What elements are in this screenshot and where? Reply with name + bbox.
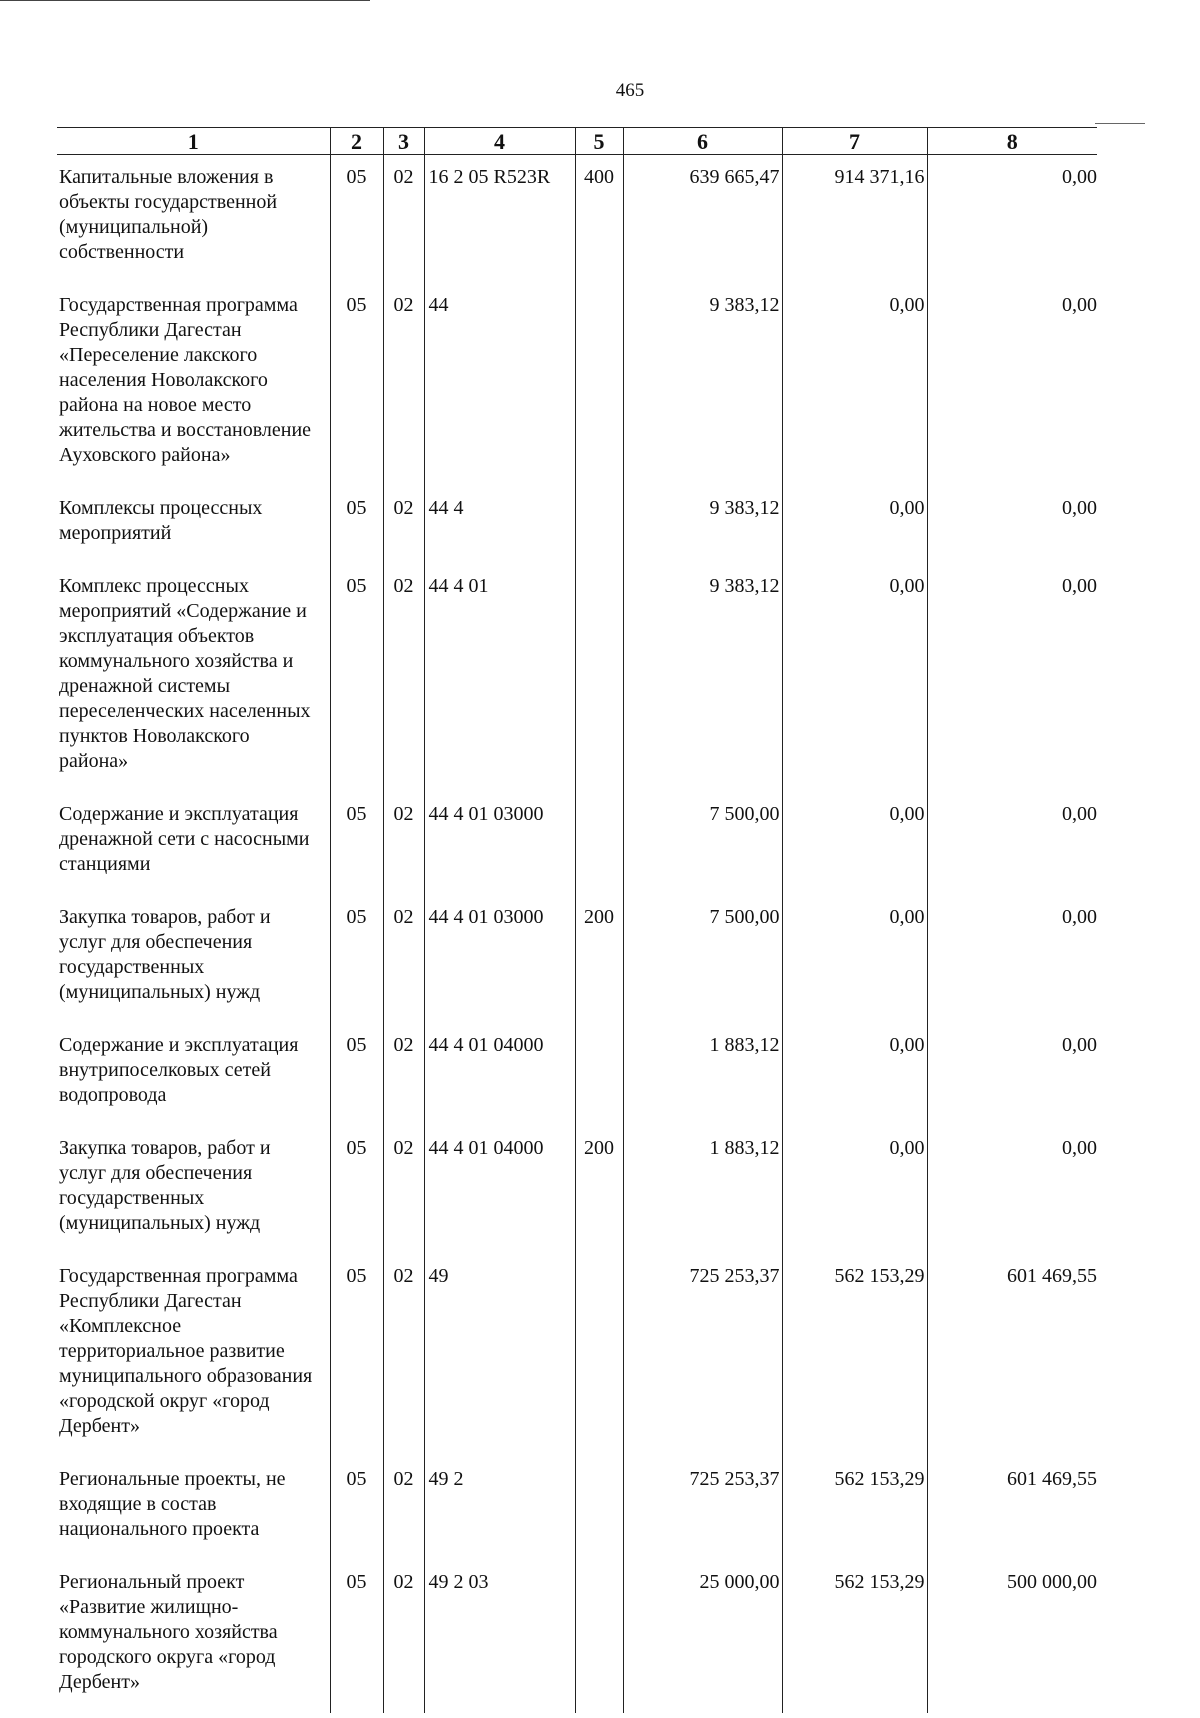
table-row bbox=[57, 1126, 1097, 1254]
subsection-code: 02 bbox=[383, 564, 424, 792]
amount-col-8: 0,00 bbox=[927, 895, 1097, 1023]
amount-col-7: 0,00 bbox=[782, 1126, 927, 1254]
target-article-code: 44 4 01 04000 bbox=[424, 1126, 575, 1254]
table-row bbox=[57, 155, 1097, 284]
amount-col-8: 0,00 bbox=[927, 792, 1097, 895]
column-header-6: 6 bbox=[623, 128, 782, 155]
column-header-4: 4 bbox=[424, 128, 575, 155]
table-row bbox=[57, 283, 1097, 486]
amount-col-7: 0,00 bbox=[782, 564, 927, 792]
amount-col-8: 0,00 bbox=[927, 1023, 1097, 1126]
column-header-7: 7 bbox=[782, 128, 927, 155]
target-article-code: 49 bbox=[424, 1254, 575, 1457]
amount-col-6: 7 500,00 bbox=[623, 792, 782, 895]
subsection-code: 02 bbox=[383, 155, 424, 284]
expense-type-code: 200 bbox=[575, 1126, 623, 1254]
section-code: 05 bbox=[330, 1023, 383, 1126]
expense-type-code bbox=[575, 792, 623, 895]
section-code: 05 bbox=[330, 486, 383, 564]
row-name: Закупка товаров, работ и услуг для обеспечения государственных (муниципальных) нужд bbox=[59, 1137, 271, 1234]
header-rule-extension bbox=[1095, 123, 1145, 124]
row-name: Государственная программа Республики Дагестан «Переселение лакского населения Новолакского района на новое место жительства и восстановление Ауховского района» bbox=[59, 294, 312, 466]
row-name: Комплексы процессных мероприятий bbox=[59, 497, 263, 544]
table-row bbox=[57, 564, 1097, 792]
target-article-code: 49 2 bbox=[424, 1457, 575, 1560]
section-code: 05 bbox=[330, 283, 383, 486]
amount-col-8: 601 469,55 bbox=[927, 1254, 1097, 1457]
target-article-code: 16 2 05 R523R bbox=[424, 155, 575, 284]
amount-col-6: 639 665,47 bbox=[623, 155, 782, 284]
target-article-code: 44 4 01 03000 bbox=[424, 895, 575, 1023]
amount-col-8: 0,00 bbox=[927, 155, 1097, 284]
column-header-2: 2 bbox=[330, 128, 383, 155]
amount-col-7: 0,00 bbox=[782, 792, 927, 895]
header-row bbox=[57, 128, 1097, 155]
amount-col-7: 562 153,29 bbox=[782, 1560, 927, 1713]
section-code: 05 bbox=[330, 792, 383, 895]
table-row bbox=[57, 1560, 1097, 1713]
page-number: 465 bbox=[615, 80, 645, 101]
section-code: 05 bbox=[330, 564, 383, 792]
column-header-5: 5 bbox=[575, 128, 623, 155]
row-name: Комплекс процессных мероприятий «Содержание и эксплуатация объектов коммунального хозяйства и дренажной системы переселенческих населенных пунктов Новолакского района» bbox=[59, 575, 311, 772]
table-row bbox=[57, 895, 1097, 1023]
expense-type-code bbox=[575, 1023, 623, 1126]
amount-col-6: 9 383,12 bbox=[623, 486, 782, 564]
amount-col-6: 725 253,37 bbox=[623, 1457, 782, 1560]
subsection-code: 02 bbox=[383, 792, 424, 895]
target-article-code: 44 4 01 03000 bbox=[424, 792, 575, 895]
amount-col-7: 0,00 bbox=[782, 895, 927, 1023]
amount-col-7: 0,00 bbox=[782, 283, 927, 486]
expense-type-code bbox=[575, 486, 623, 564]
amount-col-6: 25 000,00 bbox=[623, 1560, 782, 1713]
expense-type-code bbox=[575, 1457, 623, 1560]
section-code: 05 bbox=[330, 1457, 383, 1560]
expense-type-code: 200 bbox=[575, 895, 623, 1023]
table-row bbox=[57, 1457, 1097, 1560]
subsection-code: 02 bbox=[383, 1457, 424, 1560]
section-code: 05 bbox=[330, 895, 383, 1023]
amount-col-7: 0,00 bbox=[782, 1023, 927, 1126]
amount-col-6: 1 883,12 bbox=[623, 1023, 782, 1126]
subsection-code: 02 bbox=[383, 486, 424, 564]
column-header-3: 3 bbox=[383, 128, 424, 155]
row-name: Капитальные вложения в объекты государственной (муниципальной) собственности bbox=[59, 166, 278, 263]
target-article-code: 44 bbox=[424, 283, 575, 486]
amount-col-6: 7 500,00 bbox=[623, 895, 782, 1023]
row-name: Содержание и эксплуатация внутрипоселковых сетей водопровода bbox=[59, 1034, 299, 1106]
row-name: Региональный проект «Развитие жилищно-коммунального хозяйства городского округа «город Дербент» bbox=[59, 1571, 278, 1693]
amount-col-8: 601 469,55 bbox=[927, 1457, 1097, 1560]
expense-type-code bbox=[575, 564, 623, 792]
section-code: 05 bbox=[330, 1126, 383, 1254]
table-row bbox=[57, 1023, 1097, 1126]
column-header-8: 8 bbox=[927, 128, 1097, 155]
section-code: 05 bbox=[330, 1560, 383, 1713]
target-article-code: 49 2 03 bbox=[424, 1560, 575, 1713]
section-code: 05 bbox=[330, 1254, 383, 1457]
row-name: Закупка товаров, работ и услуг для обеспечения государственных (муниципальных) нужд bbox=[59, 906, 271, 1003]
expense-type-code bbox=[575, 1560, 623, 1713]
expense-type-code: 400 bbox=[575, 155, 623, 284]
table-row bbox=[57, 486, 1097, 564]
target-article-code: 44 4 01 bbox=[424, 564, 575, 792]
expense-type-code bbox=[575, 283, 623, 486]
row-name: Содержание и эксплуатация дренажной сети с насосными станциями bbox=[59, 803, 310, 875]
amount-col-8: 500 000,00 bbox=[927, 1560, 1097, 1713]
amount-col-8: 0,00 bbox=[927, 486, 1097, 564]
budget-table bbox=[57, 127, 1097, 1713]
table-row bbox=[57, 792, 1097, 895]
amount-col-8: 0,00 bbox=[927, 1126, 1097, 1254]
subsection-code: 02 bbox=[383, 1023, 424, 1126]
subsection-code: 02 bbox=[383, 283, 424, 486]
table-row bbox=[57, 1254, 1097, 1457]
amount-col-6: 9 383,12 bbox=[623, 283, 782, 486]
subsection-code: 02 bbox=[383, 1254, 424, 1457]
column-header-1: 1 bbox=[57, 128, 330, 155]
row-name: Региональные проекты, не входящие в состав национального проекта bbox=[59, 1468, 286, 1540]
expense-type-code bbox=[575, 1254, 623, 1457]
amount-col-8: 0,00 bbox=[927, 564, 1097, 792]
amount-col-7: 0,00 bbox=[782, 486, 927, 564]
row-name: Государственная программа Республики Дагестан «Комплексное территориальное развитие муниципального образования «городской округ «город Дербент» bbox=[59, 1265, 313, 1437]
amount-col-6: 9 383,12 bbox=[623, 564, 782, 792]
subsection-code: 02 bbox=[383, 1560, 424, 1713]
amount-col-8: 0,00 bbox=[927, 283, 1097, 486]
subsection-code: 02 bbox=[383, 895, 424, 1023]
amount-col-6: 725 253,37 bbox=[623, 1254, 782, 1457]
amount-col-6: 1 883,12 bbox=[623, 1126, 782, 1254]
amount-col-7: 562 153,29 bbox=[782, 1254, 927, 1457]
subsection-code: 02 bbox=[383, 1126, 424, 1254]
target-article-code: 44 4 bbox=[424, 486, 575, 564]
amount-col-7: 914 371,16 bbox=[782, 155, 927, 284]
section-code: 05 bbox=[330, 155, 383, 284]
target-article-code: 44 4 01 04000 bbox=[424, 1023, 575, 1126]
amount-col-7: 562 153,29 bbox=[782, 1457, 927, 1560]
scan-top-edge-line bbox=[0, 0, 370, 1]
